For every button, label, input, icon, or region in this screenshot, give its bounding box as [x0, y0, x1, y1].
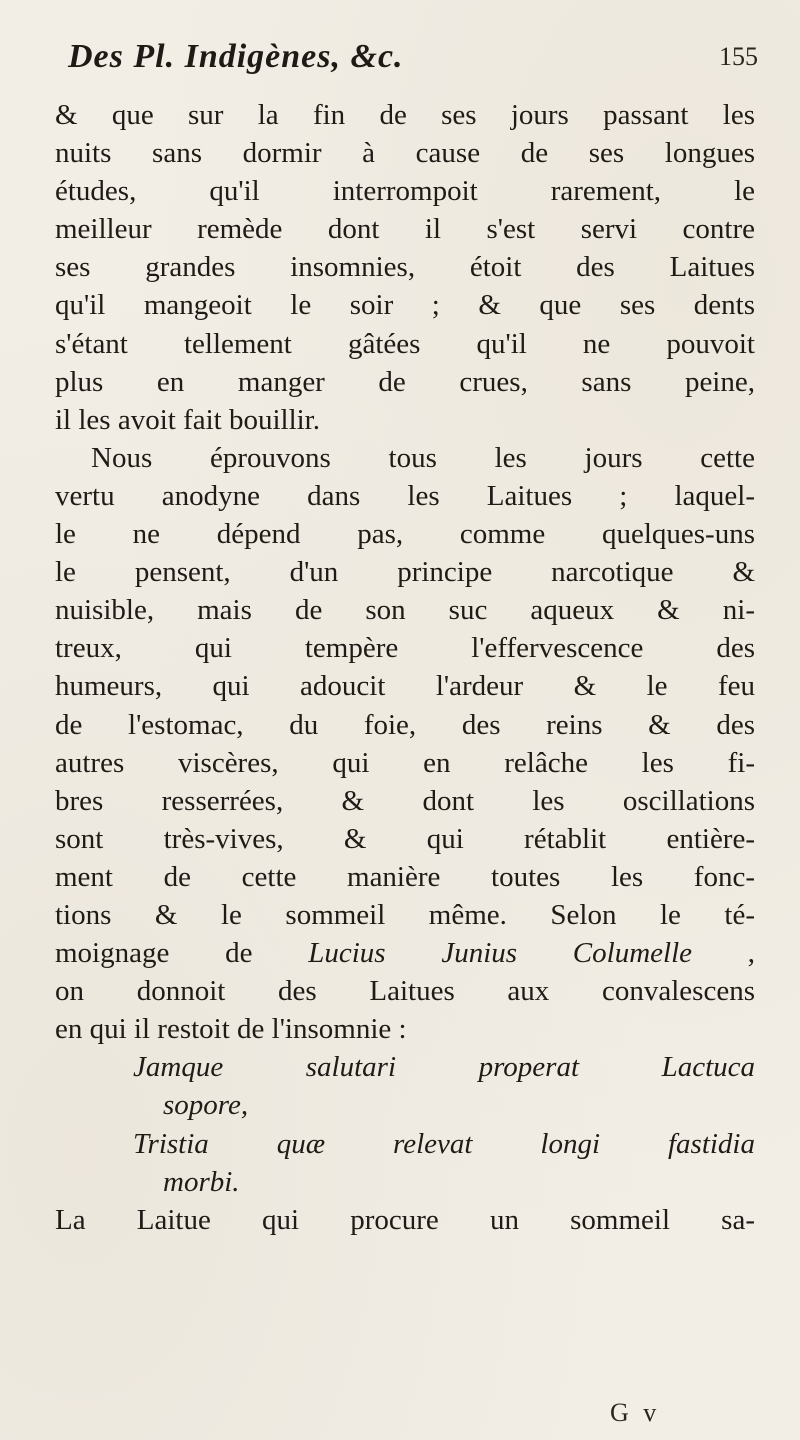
text-line: Nous éprouvons tous les jours cette — [91, 441, 755, 474]
text-fragment: moignage de — [55, 937, 253, 970]
text-line: nuits sans dormir à cause de ses longues — [55, 137, 755, 170]
text-line: humeurs, qui adoucit l'ardeur & le feu — [55, 670, 755, 703]
text-line-with-author — [55, 934, 755, 972]
text-line: nuisible, mais de son suc aqueux & ni- — [55, 594, 755, 627]
verse-line: Tristia quæ relevat longi fastidia — [133, 1127, 755, 1160]
text-line: on donnoit des Laitues aux convalescens — [55, 975, 755, 1008]
text-line: meilleur remède dont il s'est servi contre — [55, 213, 755, 246]
page-header — [68, 38, 758, 88]
verse-line: morbi. — [163, 1165, 240, 1198]
text-line: treux, qui tempère l'effervescence des — [55, 632, 755, 665]
text-line: autres viscères, qui en relâche les fi- — [55, 746, 755, 779]
text-fragment: , — [747, 937, 755, 970]
text-line: ment de cette manière toutes les fonc- — [55, 860, 755, 893]
text-line: tions & le sommeil même. Selon le té- — [55, 898, 755, 931]
signature-mark: G v — [610, 1398, 661, 1427]
text-line: & que sur la fin de ses jours passant les — [55, 99, 755, 131]
text-line: le ne dépend pas, comme quelques-uns — [55, 518, 755, 551]
text-line: en qui il restoit de l'insomnie : — [55, 1013, 407, 1046]
author-name: Lucius Junius Columelle — [308, 937, 692, 970]
text-line: qu'il mangeoit le soir ; & que ses dents — [55, 289, 755, 322]
text-line: sont très-vives, & qui rétablit entière- — [55, 822, 755, 855]
text-line: de l'estomac, du foie, des reins & des — [55, 708, 755, 741]
verse-line: sopore, — [163, 1089, 249, 1122]
page-number: 155 — [719, 42, 758, 71]
text-line: vertu anodyne dans les Laitues ; laquel- — [55, 479, 755, 512]
verse-line: Jamque salutari properat Lactuca — [133, 1051, 755, 1084]
text-line: plus en manger de crues, sans peine, — [55, 365, 755, 398]
text-line: ses grandes insomnies, étoit des Laitues — [55, 251, 755, 284]
text-line: le pensent, d'un principe narcotique & — [55, 556, 755, 589]
text-line: La Laitue qui procure un sommeil sa- — [55, 1203, 755, 1236]
text-line: s'étant tellement gâtées qu'il ne pouvoit — [55, 327, 755, 360]
text-line: études, qu'il interrompoit rarement, le — [55, 175, 755, 208]
text-line: bres resserrées, & dont les oscillations — [55, 784, 755, 817]
running-head: Des Pl. Indigènes, &c. — [68, 38, 404, 75]
text-line: il les avoit fait bouillir. — [55, 403, 320, 436]
body-text — [55, 96, 755, 1239]
